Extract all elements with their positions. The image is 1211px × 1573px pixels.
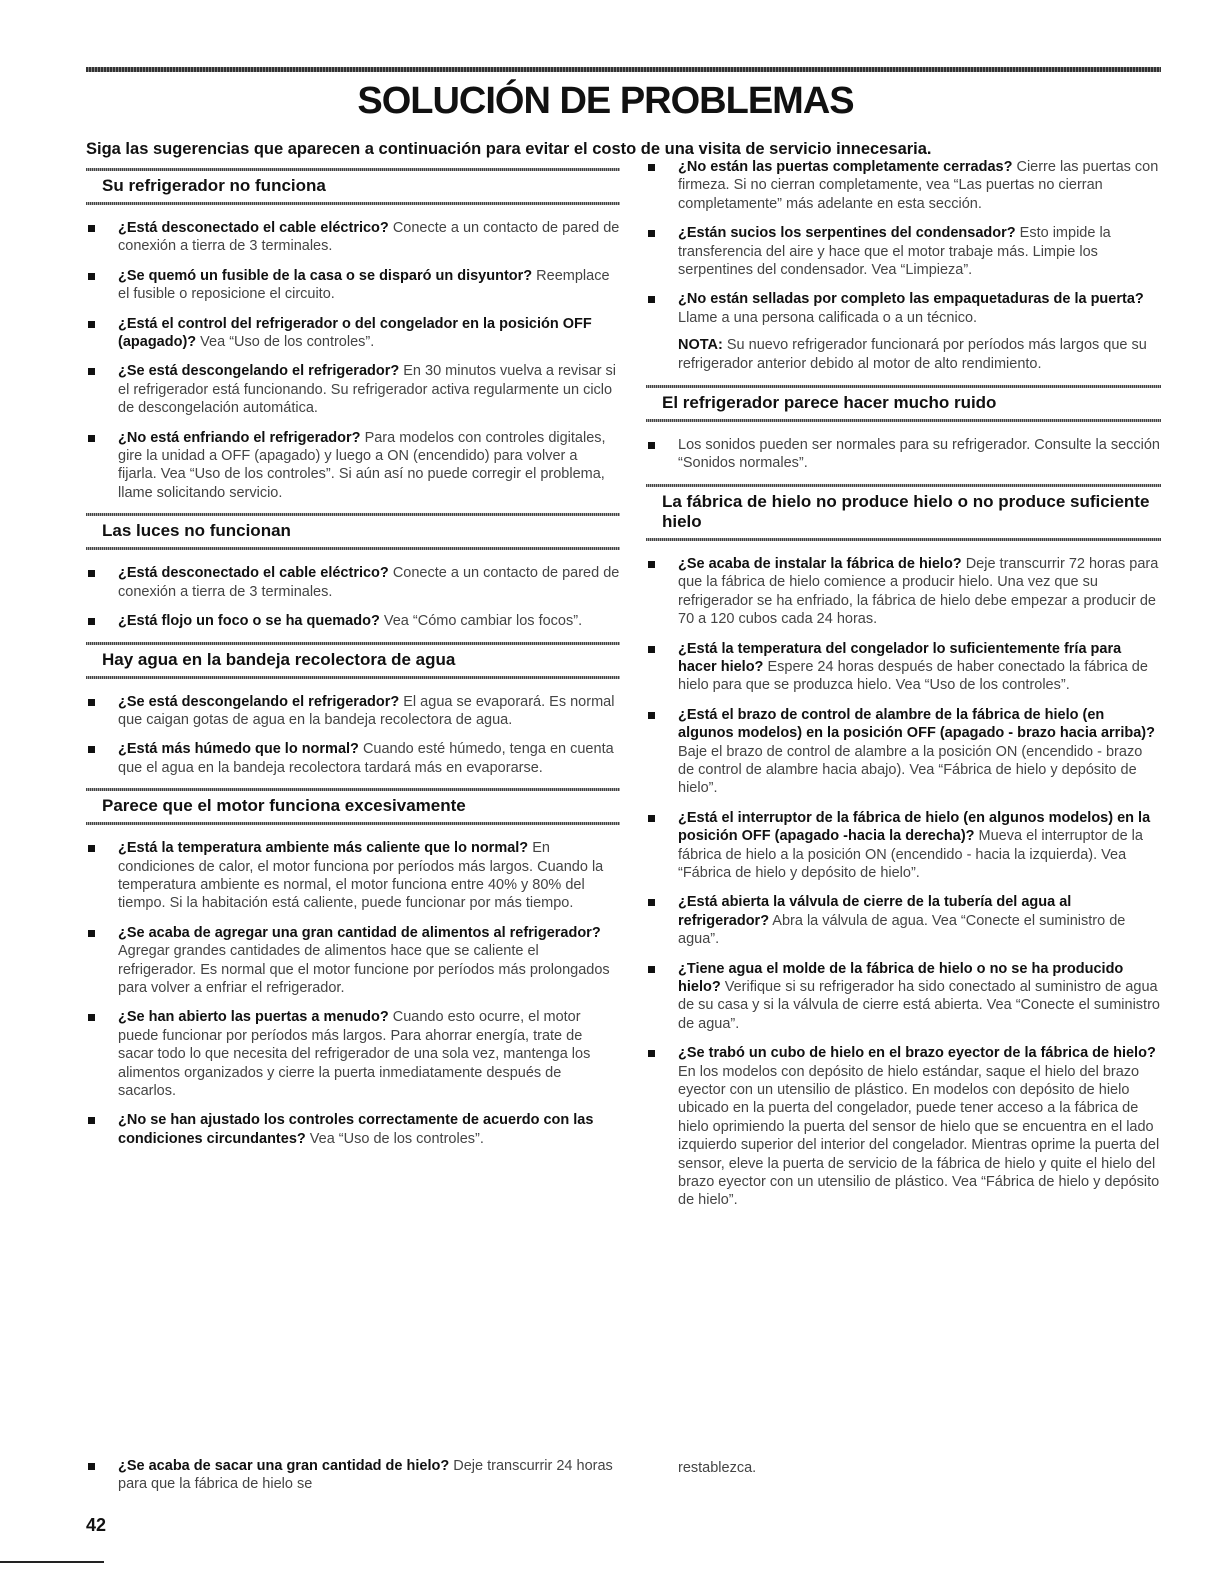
top-rule <box>86 67 1161 72</box>
page-number: 42 <box>86 1515 107 1535</box>
bullet-icon <box>88 699 95 706</box>
list-item <box>646 290 1161 327</box>
bullet-icon <box>648 230 655 237</box>
section-heading: Las luces no funcionan <box>86 513 620 550</box>
list-item <box>646 555 1161 629</box>
question: ¿Está abierta la válvula de cierre de la tubería del agua al refrigerador? <box>678 894 1072 929</box>
bullet-icon <box>88 930 95 937</box>
bullet-icon <box>88 618 95 625</box>
answer: Cuando esto ocurre, el motor puede funcionar por períodos más largos. Para ahorrar energía, trate de sacar todo lo que necesita del refrigerador de una sola vez, mantenga los alimentos organizados y cierre la puerta inmediatamente después de sacarlos. <box>118 1009 591 1099</box>
question: ¿Está desconectado el cable eléctrico? <box>118 220 389 236</box>
section-list <box>86 693 620 778</box>
section-heading: Hay agua en la bandeja recolectora de agua <box>86 642 620 679</box>
list-item <box>646 960 1161 1034</box>
list-item <box>86 1457 620 1494</box>
list-item <box>86 839 620 913</box>
answer: Llame a una persona calificada o a un técnico. <box>678 309 978 326</box>
question: ¿Está la temperatura del congelador lo suficientemente fría para hacer hielo? <box>678 640 1122 675</box>
answer: Vea “Cómo cambiar los focos”. <box>383 613 583 630</box>
question: ¿Se acaba de sacar una gran cantidad de hielo? <box>118 1458 450 1474</box>
question: ¿Está la temperatura ambiente más caliente que lo normal? <box>118 840 529 857</box>
note-label: NOTA: <box>678 337 723 354</box>
list-item <box>646 158 1161 213</box>
right-top-list <box>646 158 1161 327</box>
bottom-right-continuation: restablezca. <box>678 1460 757 1476</box>
note-text: Su nuevo refrigerador funcionará por períodos más largos que su refrigerador anterior debido al motor de alto rendimiento. <box>678 337 1147 372</box>
answer: Deje transcurrir 72 horas para que la fábrica de hielo comience a producir hielo. Una vez que su refrigerador se ha enfriado, la fábrica de hielo debe empezar a producir de 70 a 120 cubos cada 24 horas. <box>678 555 1159 628</box>
troubleshooting-section <box>646 484 1161 1210</box>
answer: Vea “Uso de los controles”. <box>200 334 375 351</box>
bullet-icon <box>648 1050 655 1057</box>
question: ¿Se acaba de agregar una gran cantidad de alimentos al refrigerador? <box>118 924 601 941</box>
list-item <box>86 612 620 630</box>
bullet-icon <box>648 815 655 822</box>
troubleshooting-section <box>86 168 620 502</box>
answer: En los modelos con depósito de hielo estándar, saque el hielo del brazo eyector con un utensilio de plástico. En modelos con depósito de hielo ubicado en la puerta del congelador, puede tener acceso a la fábrica de hielo oprimiendo la puerta del sensor de hielo que se encuentra en el lado izquierdo superior del interior del congelador. Mientras oprime la puerta del sensor, eleve la puerta de servicio de la fábrica de hielo y quite el hielo del brazo eyector con un utensilio de plástico. Vea “Fábrica de hielo y depósito de hielo”. <box>678 1063 1160 1209</box>
page-title: SOLUCIÓN DE PROBLEMAS <box>357 80 854 122</box>
troubleshooting-section <box>86 513 620 630</box>
right-sections <box>646 385 1161 1210</box>
question: ¿Se han abierto las puertas a menudo? <box>118 1009 389 1026</box>
question: ¿Está desconectado el cable eléctrico? <box>118 565 389 582</box>
answer: Para modelos con controles digitales, gire la unidad a OFF (apagado) y luego a ON (encendido) para volver a fijarla. Vea “Uso de los controles”. Si aún así no puede corregir el problema, llame solicitando servicio. <box>118 429 606 501</box>
question: ¿Están sucios los serpentines del condensador? <box>678 225 1016 242</box>
answer: Verifique si su refrigerador ha sido conectado al suministro de agua de su casa y si la válvula de cierre está abierta. Vea “Conecte el suministro de agua”. <box>678 979 1160 1032</box>
bullet-icon <box>648 164 655 171</box>
list-item <box>646 809 1161 883</box>
list-item <box>86 429 620 503</box>
right-column <box>646 158 1161 1221</box>
question: ¿Se está descongelando el refrigerador? <box>118 363 400 380</box>
list-item <box>86 693 620 730</box>
troubleshooting-section <box>646 385 1161 473</box>
question: ¿Está el control del refrigerador o del congelador en la posición OFF (apagado)? <box>118 315 592 351</box>
question: ¿Está el brazo de control de alambre de la fábrica de hielo (en algunos modelos) en la posición OFF (apagado - brazo hacia arriba)? <box>678 706 1155 742</box>
answer: En 30 minutos vuelva a revisar si el refrigerador está funcionando. Su refrigerador activa regularmente un ciclo de descongelación automática. <box>118 363 617 417</box>
bullet-icon <box>88 746 95 753</box>
troubleshooting-section <box>86 642 620 778</box>
bottom-left-item <box>86 1457 620 1505</box>
answer: Baje el brazo de control de alambre a la posición ON (encendido - brazo de control de alambre hacia abajo). Vea “Fábrica de hielo y depósito de hielo”. <box>678 743 1143 797</box>
list-item <box>86 740 620 777</box>
question: ¿No están selladas por completo las empaquetaduras de la puerta? <box>678 291 1144 308</box>
list-item <box>86 315 620 352</box>
section-heading: Parece que el motor funciona excesivamente <box>86 788 620 825</box>
footer-rule <box>0 1561 104 1563</box>
list-item <box>86 219 620 256</box>
section-list <box>86 219 620 502</box>
left-column <box>86 168 620 1159</box>
question: ¿Se trabó un cubo de hielo en el brazo eyector de la fábrica de hielo? <box>678 1045 1156 1062</box>
answer: Vea “Uso de los controles”. <box>309 1130 484 1147</box>
bullet-icon <box>648 561 655 568</box>
bullet-icon <box>648 442 655 449</box>
section-heading: La fábrica de hielo no produce hielo o no produce suficiente hielo <box>646 484 1161 541</box>
answer: Reemplace el fusible o reposicione el circuito. <box>118 267 610 303</box>
bullet-icon <box>88 435 95 442</box>
list-item <box>86 1008 620 1100</box>
bullet-icon <box>88 225 95 232</box>
bullet-icon <box>88 570 95 577</box>
bullet-icon <box>648 296 655 303</box>
list-item <box>86 924 620 998</box>
answer: Cierre las puertas con firmeza. Si no cierran completamente, vea “Las puertas no cierran completamente” más adelante en esta sección. <box>678 159 1159 212</box>
list-item <box>86 267 620 304</box>
question: ¿No están las puertas completamente cerradas? <box>678 159 1013 175</box>
question: ¿Se acaba de instalar la fábrica de hielo? <box>678 555 962 572</box>
answer: Mueva el interruptor de la fábrica de hielo a la posición ON (encendido - hacia la izquierda). Vea “Fábrica de hielo y depósito de hielo”. <box>678 828 1143 881</box>
section-heading: El refrigerador parece hacer mucho ruido <box>646 385 1161 422</box>
troubleshooting-section <box>86 788 620 1148</box>
question: ¿Tiene agua el molde de la fábrica de hielo o no se ha producido hielo? <box>678 960 1124 995</box>
question: ¿Se está descongelando el refrigerador? <box>118 693 400 710</box>
question: ¿Está más húmedo que lo normal? <box>118 741 359 758</box>
list-item <box>86 362 620 417</box>
answer: Conecte a un contacto de pared de conexión a tierra de 3 terminales. <box>118 220 620 255</box>
answer: Cuando esté húmedo, tenga en cuenta que el agua en la bandeja recolectora tardará más en evaporarse. <box>118 741 614 776</box>
bullet-icon <box>88 273 95 280</box>
list-item <box>646 1044 1161 1210</box>
answer: Los sonidos pueden ser normales para su refrigerador. Consulte la sección “Sonidos normales”. <box>678 437 1160 472</box>
bullet-icon <box>88 845 95 852</box>
answer: En condiciones de calor, el motor funciona por períodos más largos. Cuando la temperatura ambiente es normal, el motor funciona entre 40% y 80% del tiempo. Si la habitación está caliente, puede funcionar por más tiempo. <box>118 840 604 912</box>
question: ¿No está enfriando el refrigerador? <box>118 429 361 446</box>
intro-text: Siga las sugerencias que aparecen a continuación para evitar el costo de una visita de servicio innecesaria. <box>86 140 932 158</box>
bullet-icon <box>88 1117 95 1124</box>
section-list <box>646 555 1161 1210</box>
section-heading: Su refrigerador no funciona <box>86 168 620 205</box>
list-item <box>646 640 1161 695</box>
bullet-icon <box>88 1463 95 1470</box>
question: ¿Está el interruptor de la fábrica de hielo (en algunos modelos) en la posición OFF (apagado -hacia la derecha)? <box>678 809 1151 845</box>
section-list <box>86 839 620 1148</box>
bullet-icon <box>648 646 655 653</box>
bullet-icon <box>88 1014 95 1021</box>
question: ¿Está flojo un foco o se ha quemado? <box>118 613 380 630</box>
bullet-icon <box>648 899 655 906</box>
list-item <box>646 436 1161 473</box>
section-list <box>646 436 1161 473</box>
answer: El agua se evaporará. Es normal que caigan gotas de agua en la bandeja recolectora de agua. <box>118 693 615 728</box>
bullet-icon <box>88 368 95 375</box>
question: ¿No se han ajustado los controles correctamente de acuerdo con las condiciones circundantes? <box>118 1112 594 1147</box>
answer: Deje transcurrir 24 horas para que la fábrica de hielo se <box>118 1458 613 1493</box>
answer: Espere 24 horas después de haber conectado la fábrica de hielo para que se produzca hielo. Vea “Uso de los controles”. <box>678 658 1148 694</box>
question: ¿Se quemó un fusible de la casa o se disparó un disyuntor? <box>118 267 533 284</box>
list-item <box>86 1111 620 1148</box>
note <box>646 336 1161 373</box>
list-item <box>646 706 1161 798</box>
answer: Agregar grandes cantidades de alimentos hace que se caliente el refrigerador. Es normal que el motor funcione por períodos más prolongados para volver a enfriar el refrigerador. <box>118 943 610 996</box>
answer: Abra la válvula de agua. Vea “Conecte el suministro de agua”. <box>678 912 1126 948</box>
answer: Esto impide la transferencia del aire y hace que el motor trabaje más. Limpie los serpentines del condensador. Vea “Limpieza”. <box>678 225 1111 279</box>
list-item <box>646 224 1161 279</box>
list-item <box>86 564 620 601</box>
list-item <box>646 893 1161 948</box>
bullet-icon <box>648 966 655 973</box>
section-list <box>86 564 620 630</box>
bullet-icon <box>88 321 95 328</box>
bullet-icon <box>648 712 655 719</box>
answer: Conecte a un contacto de pared de conexión a tierra de 3 terminales. <box>118 565 620 600</box>
